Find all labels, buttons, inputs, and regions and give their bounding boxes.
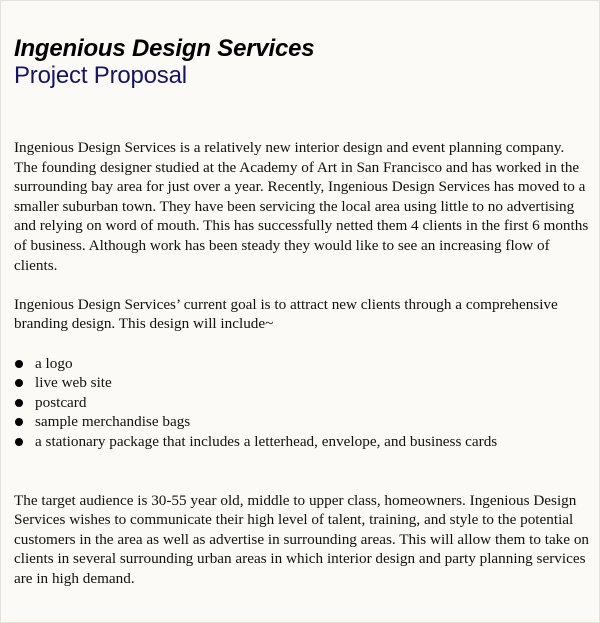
goal-paragraph: Ingenious Design Services’ current goal is to attract new clients through a comprehensive branding design. This design will include~ — [14, 295, 558, 333]
document-header — [14, 35, 574, 89]
list-item — [14, 393, 589, 413]
list-item — [14, 354, 589, 374]
document-body — [14, 138, 589, 588]
deliverables-list — [14, 354, 589, 452]
intro-paragraph: Ingenious Design Services is a relatively new interior design and event planning company. The founding designer studied at the Academy of Art in San Francisco and has worked in the surrounding bay area for just over a year. Recently, Ingenious Design Services has moved to a smaller suburban town. They have been servicing the local area using little to no advertising and relying on word of mouth. This has successfully netted them 4 clients in the first 6 months of business. Although work has been steady they would like to see an increasing flow of clients. — [14, 139, 589, 274]
list-item-text: a logo — [35, 354, 73, 372]
document-title: Ingenious Design Services — [14, 35, 315, 62]
list-item — [14, 412, 589, 432]
audience-paragraph: The target audience is 30-55 year old, middle to upper class, homeowners. Ingenious Design Services wishes to communicate their high level of talent, training, and style to the potential customers in the area as well as advertise in surrounding areas. This will allow them to take on clients in several surrounding urban areas in which interior design and party planning services are in high demand. — [14, 491, 590, 587]
list-item — [14, 432, 589, 452]
bullet-icon — [15, 438, 23, 446]
bullet-icon — [15, 379, 23, 387]
list-item — [14, 373, 589, 393]
bullet-icon — [15, 418, 23, 426]
document-subtitle: Project Proposal — [14, 62, 187, 89]
list-item-text: live web site — [35, 374, 112, 392]
list-item-text: a stationary package that includes a letterhead, envelope, and business cards — [35, 432, 498, 450]
bullet-icon — [15, 399, 23, 407]
bullet-icon — [15, 360, 23, 368]
list-item-text: sample merchandise bags — [35, 413, 191, 431]
list-item-text: postcard — [35, 393, 87, 411]
